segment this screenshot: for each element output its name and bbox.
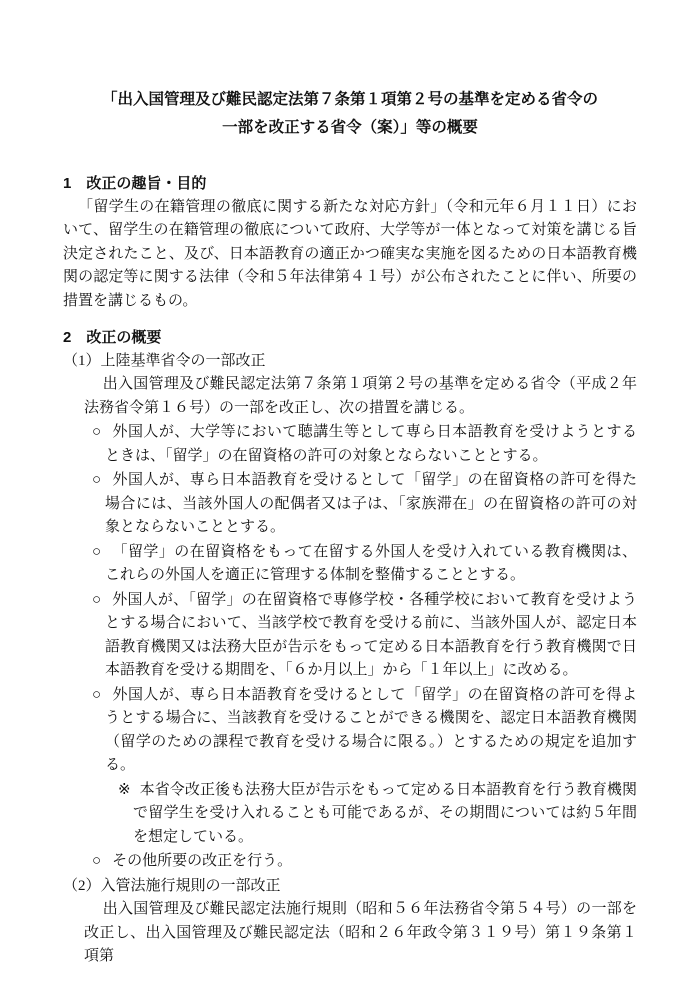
bullet-text: 外国人が、専ら日本語教育を受けるとして「留学」の在留資格の許可を得ようとする場合に、当該教育を受けることができる機関を、認定日本語教育機関（留学のための課程で教育を受ける場合に限る。）とするための規定を追加する。	[105, 686, 637, 773]
bullet-text: 外国人が、大学等において聴講生等として専ら日本語教育を受けようとするときは、「留学」の在留資格の許可の対象とならないこととする。	[105, 424, 637, 464]
circle-bullet-marker: ○	[92, 686, 102, 703]
bullet-item-1	[63, 421, 637, 468]
bullet-item-4	[63, 589, 637, 683]
circle-bullet-marker: ○	[92, 853, 102, 869]
bullet-item-6	[63, 850, 637, 874]
section1-paragraph: 「留学生の在籍管理の徹底に関する新たな対応方針」（令和元年６月１１日）において、留学生の在籍管理の徹底について政府、大学等が一体となって対策を講じる旨決定されたこと、及び、日本語教育の適正かつ確実な実施を図るための日本語教育機関の認定等に関する法律（令和５年法律第４１号）が公布されたことに伴い、所要の措置を講じるもの。	[63, 198, 637, 309]
circle-bullet-marker: ○	[92, 591, 102, 608]
reference-mark-icon: ※	[118, 781, 131, 798]
bullet-item-2	[63, 469, 637, 540]
document-title-line-1: 「出入国管理及び難民認定法第７条第１項第２号の基準を定める省令の	[101, 91, 598, 108]
subsection-1-intro: 出入国管理及び難民認定法第７条第１項第２号の基準を定める省令（平成２年法務省令第１６号）の一部を改正し、次の措置を講じる。	[84, 376, 637, 416]
bullet-text: その他所要の改正を行う。	[112, 853, 293, 869]
section2-heading: 2 改正の概要	[63, 329, 162, 346]
bullet-text: 「留学」の在留資格をもって在留する外国人を受け入れている教育機関は、これらの外国人を適正に管理する体制を整備することとする。	[105, 543, 637, 583]
circle-bullet-marker: ○	[92, 472, 102, 488]
document-title	[63, 86, 637, 142]
note-item	[63, 779, 637, 850]
subsection-1-heading: （1）上陸基準省令の一部改正	[63, 352, 266, 369]
subsection-2-heading: （2）入管法施行規則の一部改正	[63, 877, 281, 894]
bullet-text: 外国人が、「留学」の在留資格で専修学校・各種学校において教育を受けようとする場合において、当該学校で教育を受ける前に、当該外国人が、認定日本語教育機関又は法務大臣が告示をもって定める日本語教育を行う教育機関で日本語教育を受ける期間を、「６か月以上」から「１年以上」に改める。	[105, 591, 637, 678]
bullet-item-3	[63, 541, 637, 588]
bullet-item-5	[63, 684, 637, 778]
circle-bullet-marker: ○	[92, 424, 102, 440]
document-title-line-2: 一部を改正する省令（案）」等の概要	[222, 119, 478, 136]
subsection-2-intro: 出入国管理及び難民認定法施行規則（昭和５６年法務省令第５４号）の一部を改正し、出入国管理及び難民認定法（昭和２６年政令第３１９号）第１９条第１項第	[84, 901, 637, 964]
section1-heading: 1 改正の趣旨・目的	[63, 175, 207, 192]
circle-bullet-marker: ○	[92, 543, 102, 560]
bullet-text: 外国人が、専ら日本語教育を受けるとして「留学」の在留資格の許可を得た場合には、当該外国人の配偶者又は子は、「家族滞在」の在留資格の許可の対象とならないこととする。	[105, 472, 637, 535]
note-text: 本省令改正後も法務大臣が告示をもって定める日本語教育を行う教育機関で留学生を受け入れることも可能であるが、その期間については約５年間を想定している。	[133, 781, 637, 845]
